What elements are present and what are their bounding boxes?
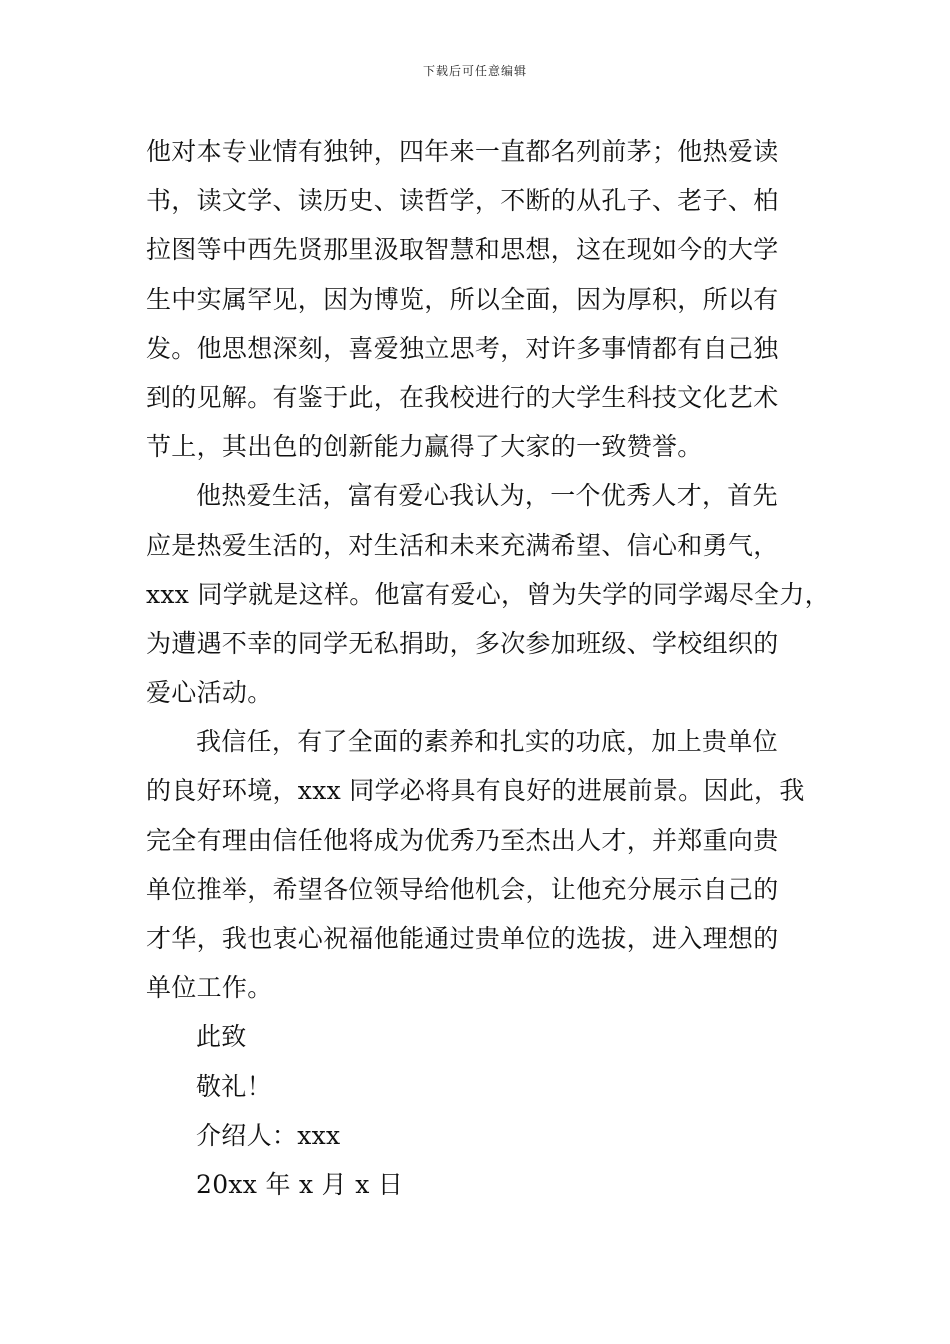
referrer-signature: 介绍人：xxx: [196, 1120, 341, 1150]
text-line: 发。他思想深刻，喜爱独立思考，对许多事情都有自己独: [146, 333, 779, 363]
text-line: 生中实属罕见，因为博览，所以全面，因为厚积，所以有: [146, 284, 779, 314]
paragraph-love-of-life: [146, 471, 830, 717]
text-line: 完全有理由信任他将成为优秀乃至杰出人才，并郑重向贵: [146, 825, 779, 855]
closing-salutation: 此致: [196, 1022, 247, 1052]
text-line: 应是热爱生活的，对生活和未来充满希望、信心和勇气，: [146, 530, 779, 560]
text-line: 我信任，有了全面的素养和扎实的功底，加上贵单位: [196, 727, 778, 757]
closing-regards: 敬礼！: [196, 1071, 272, 1101]
text-line: 才华，我也衷心祝福他能通过贵单位的选拔，进入理想的: [146, 924, 779, 953]
letter-body: [146, 127, 830, 1209]
text-line: 为遭遇不幸的同学无私捐助，多次参加班级、学校组织的: [146, 628, 779, 658]
text-line: 的良好环境，xxx 同学必将具有良好的进展前景。因此，我: [146, 776, 805, 806]
page-header-note: 下载后可任意编辑: [422, 64, 527, 78]
text-line: 单位工作。: [146, 973, 273, 1003]
text-line: 到的见解。有鉴于此，在我校进行的大学生科技文化艺术: [146, 382, 779, 412]
letter-closing: [146, 1012, 810, 1209]
text-line: 他热爱生活，富有爱心我认为，一个优秀人才，首先: [196, 481, 778, 511]
paragraph-academic: [146, 127, 810, 471]
letter-date: 20xx 年 x 月 x 日: [196, 1169, 404, 1199]
text-line: 他对本专业情有独钟，四年来一直都名列前茅；他热爱读: [146, 137, 779, 166]
text-line: 书，读文学、读历史、读哲学，不断的从孔子、老子、柏: [146, 186, 779, 216]
text-line: 爱心活动。: [146, 678, 273, 708]
text-line: xxx 同学就是这样。他富有爱心，曾为失学的同学竭尽全力，: [146, 579, 830, 609]
text-line: 单位推举，希望各位领导给他机会，让他充分展示自己的: [146, 874, 779, 904]
text-line: 拉图等中西先贤那里汲取智慧和思想，这在现如今的大学: [146, 235, 779, 265]
text-line: 节上，其出色的创新能力赢得了大家的一致赞誉。: [146, 432, 703, 462]
paragraph-recommendation: [146, 717, 810, 1012]
